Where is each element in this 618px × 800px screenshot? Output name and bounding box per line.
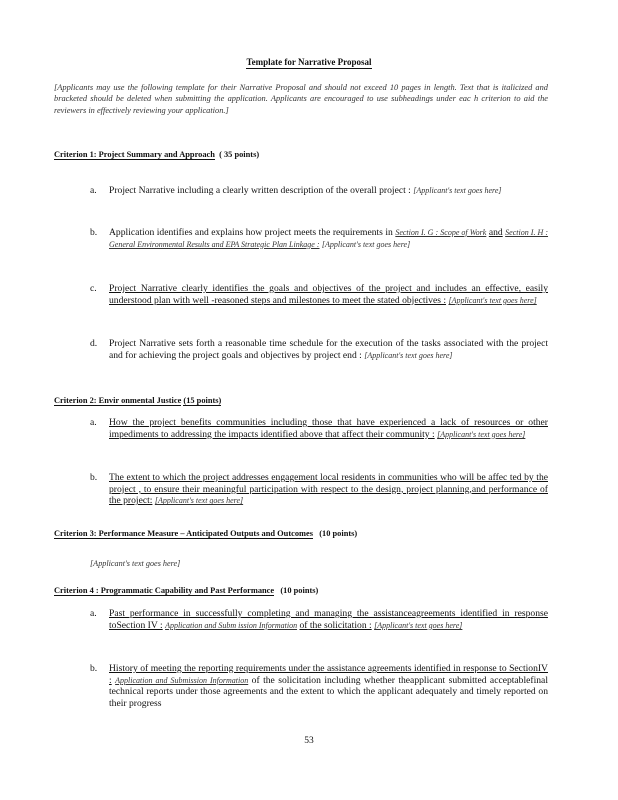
applicant-placeholder: [Applicant's text goes here] (413, 186, 502, 195)
item-text (109, 608, 548, 631)
item-text (109, 663, 548, 710)
item-label: a. (90, 417, 97, 428)
item-body-continued: of the solicitation : (299, 619, 372, 631)
criterion-3-placeholder: [Applicant's text goes here] (90, 559, 181, 568)
criterion-2-heading (54, 396, 548, 405)
item-body: Past performance in successfully completing and managing the assistanceagreements identified in response toSection IV : (109, 608, 548, 631)
applicant-placeholder: [Applicant's text goes here] (364, 350, 453, 360)
item-label: c. (90, 283, 97, 294)
applicant-placeholder: [Applicant's text goes here] (321, 239, 411, 249)
item-body: Project Narrative clearly identifies the goals and objectives of the project and includes an effective, easily understood plan with well -reasoned steps and milestones to meet the stated objectives : (109, 283, 548, 306)
applicant-placeholder: [Applicant's text goes here] (448, 295, 537, 305)
item-body-and: and (488, 227, 503, 238)
criterion-2-points: (15 points) (183, 396, 222, 405)
item-label: b. (90, 227, 98, 238)
item-body: Project Narrative including a clearly written description of the overall project : (109, 185, 411, 196)
item-label: d. (90, 338, 98, 349)
applicant-placeholder: [Applicant's text goes here] (437, 429, 526, 439)
criterion-1-title: Criterion 1: Project Summary and Approach (54, 150, 215, 159)
item-body: The extent to which the project addresses engagement local residents in communities who will be affec ted by the project , to ensure their meaningful participation with respect to the design, project planning,and performance of the project: (109, 472, 548, 507)
item-text (109, 338, 548, 361)
item-body: How the project benefits communities including those that have experienced a lack of resources or other impediments to addressing the impacts identified above that affect their community : (109, 417, 548, 440)
item-text (109, 417, 548, 440)
item-text (109, 283, 548, 306)
page-title-text: Template for Narrative Proposal (246, 57, 372, 67)
item-body-continued: of the solicitation including whether theapplicant submitted acceptablefinal technical reports under those agreements and the extent to which the applicant adequately and timely reported on their progress (109, 674, 548, 710)
section-reference: Application and Submission Information (115, 675, 249, 685)
criterion-3-title: Criterion 3: Performance Measure – Anticipated Outputs and Outcomes (54, 529, 313, 538)
criterion-3-points: (10 points) (319, 529, 358, 538)
intro-instructions: [Applicants may use the following template for their Narrative Proposal and should not exceed 10 pages in length. Text that is italicized and bracketed should be deleted when submitting the application. Applicants are encouraged to use subheadings under eac h criterion to aid the reviewers in effectively reviewing your application.] (54, 83, 548, 115)
section-reference: Section I. H : General Environmental Results and EPA Strategic Plan Linkage : (109, 228, 549, 249)
applicant-placeholder: [Applicant's text goes here] (374, 620, 463, 630)
page-number: 53 (304, 736, 314, 746)
criterion-3-heading (54, 529, 548, 538)
criterion-4-heading (54, 586, 548, 595)
section-reference: Section I. G : Scope of Work (395, 228, 487, 237)
section-reference: Application and Subm ission Information (165, 620, 298, 630)
item-label: a. (90, 185, 97, 196)
item-body: Project Narrative sets forth a reasonable time schedule for the execution of the tasks associated with the project and for achieving the project goals and objectives by project end : (109, 338, 548, 361)
item-label: b. (90, 663, 98, 674)
item-body: Application identifies and explains how project meets the requirements in (109, 227, 393, 238)
criterion-2-title: Criterion 2: Envir onmental Justice (54, 396, 182, 405)
item-text (109, 227, 548, 250)
item-label: b. (90, 472, 98, 483)
criterion-1-points: ( 35 points) (219, 150, 260, 159)
criterion-1-heading (54, 150, 548, 159)
criterion-4-points: (10 points) (280, 586, 319, 595)
item-body: History of meeting the reporting requirements under the assistance agreements identified in response to SectionIV : (109, 663, 548, 686)
applicant-placeholder: [Applicant's text goes here] (154, 496, 244, 506)
item-text (109, 472, 548, 507)
item-text (109, 185, 548, 197)
criterion-4-title: Criterion 4 : Programmatic Capability and Past Performance (54, 586, 275, 595)
page-title (0, 57, 618, 67)
item-label: a. (90, 608, 97, 619)
